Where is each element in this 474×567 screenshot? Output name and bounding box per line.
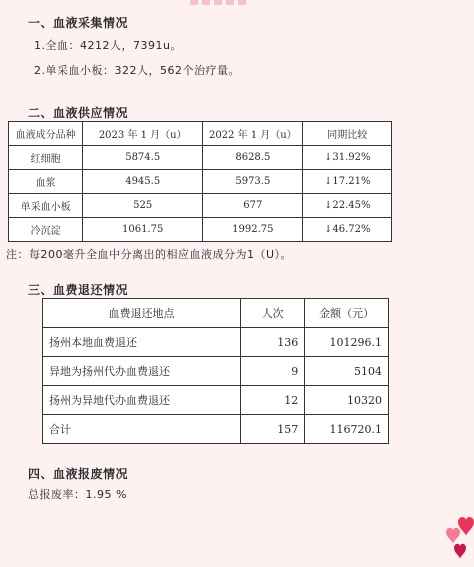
refund-table: [42, 298, 389, 444]
collection-line-1: 1.全血：4212人，7391u。: [34, 39, 182, 52]
section-scrap-title: 四、血液报废情况: [28, 467, 129, 481]
table-cell: 136: [241, 328, 305, 357]
table-row: [9, 146, 392, 170]
table-cell: 525: [83, 194, 203, 218]
table-cell: 101296.1: [305, 328, 389, 357]
section-refund-title: 三、血费退还情况: [28, 283, 129, 297]
table-header: 金额（元）: [305, 299, 389, 328]
table-row: [43, 415, 389, 444]
table-cell: 1061.75: [83, 218, 203, 242]
table-cell: 10320: [305, 386, 389, 415]
table-cell: 677: [203, 194, 303, 218]
table-cell: 合计: [43, 415, 241, 444]
table-cell: 冷沉淀: [9, 218, 83, 242]
table-cell: 红细胞: [9, 146, 83, 170]
table-row: [9, 170, 392, 194]
table-header: 血费退还地点: [43, 299, 241, 328]
table-cell: 116720.1: [305, 415, 389, 444]
table-cell: 8628.5: [203, 146, 303, 170]
table-cell: 12: [241, 386, 305, 415]
table-row: [43, 328, 389, 357]
table-cell: ↓17.21%: [303, 170, 392, 194]
top-decoration: [190, 0, 250, 5]
table-cell: 5973.5: [203, 170, 303, 194]
supply-table: [8, 121, 392, 242]
table-header: 血液成分品种: [9, 122, 83, 146]
scrap-rate-line: 总报废率：1.95 %: [28, 488, 127, 501]
table-cell: ↓22.45%: [303, 194, 392, 218]
table-row: [43, 386, 389, 415]
table-cell: 1992.75: [203, 218, 303, 242]
table-header: 2023 年 1 月（u）: [83, 122, 203, 146]
table-header: 人次: [241, 299, 305, 328]
table-cell: 5874.5: [83, 146, 203, 170]
table-row: [9, 218, 392, 242]
table-cell: ↓46.72%: [303, 218, 392, 242]
table-header-row: [9, 122, 392, 146]
table-cell: ↓31.92%: [303, 146, 392, 170]
table-row: [43, 357, 389, 386]
collection-line-2: 2.单采血小板：322人，562个治疗量。: [34, 64, 240, 77]
table-header-row: [43, 299, 389, 328]
hearts-decoration-icon: [440, 512, 474, 567]
table-cell: 单采血小板: [9, 194, 83, 218]
table-cell: 157: [241, 415, 305, 444]
table-row: [9, 194, 392, 218]
table-header: 同期比较: [303, 122, 392, 146]
table-cell: 5104: [305, 357, 389, 386]
table-cell: 扬州为异地代办血费退还: [43, 386, 241, 415]
table-cell: 血浆: [9, 170, 83, 194]
section-supply-title: 二、血液供应情况: [28, 106, 129, 120]
supply-note: 注：每200毫升全血中分离出的相应血液成分为1（U）。: [6, 248, 293, 261]
table-header: 2022 年 1 月（u）: [203, 122, 303, 146]
table-cell: 异地为扬州代办血费退还: [43, 357, 241, 386]
table-cell: 9: [241, 357, 305, 386]
section-collection-title: 一、血液采集情况: [28, 16, 129, 30]
table-cell: 扬州本地血费退还: [43, 328, 241, 357]
table-cell: 4945.5: [83, 170, 203, 194]
